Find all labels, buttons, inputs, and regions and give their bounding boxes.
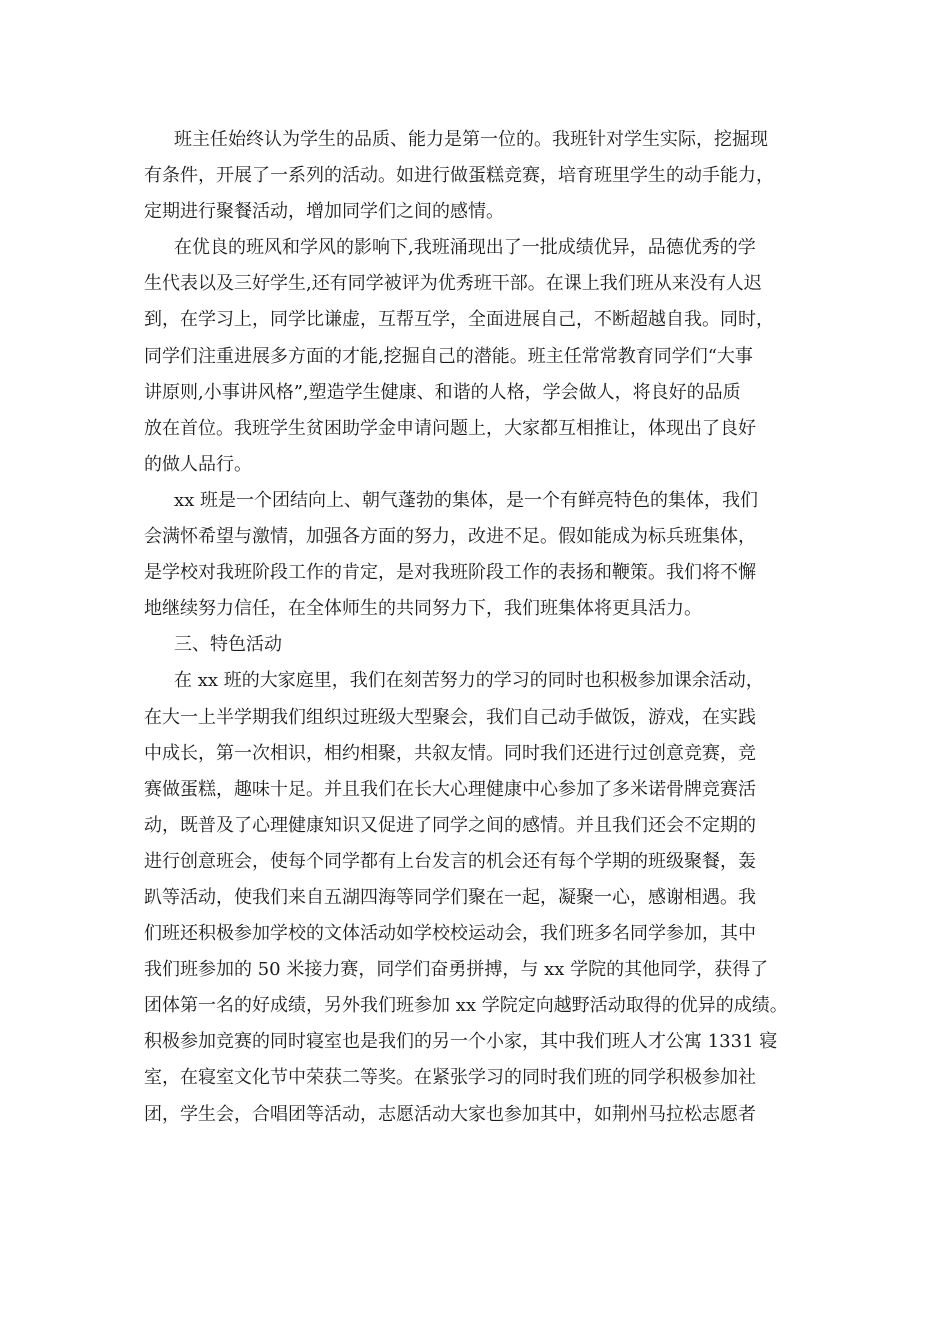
text-line: 生代表以及三好学生,还有同学被评为优秀班干部。在课上我们班从来没有人迟 (144, 273, 762, 295)
text-line: 三、特色活动 (174, 634, 282, 656)
text-line: 有条件，开展了一系列的活动。如进行做蛋糕竞赛，培育班里学生的动手能力， (144, 165, 774, 187)
text-line: 进行创意班会，使每个同学都有上台发言的机会还有每个学期的班级聚餐，轰 (144, 850, 756, 872)
text-line: 趴等活动，使我们来自五湖四海等同学们聚在一起，凝聚一心，感谢相遇。我 (144, 886, 756, 908)
text-line: xx 班是一个团结向上、朝气蓬勃的集体，是一个有鲜亮特色的集体，我们 (174, 489, 759, 511)
text-line: 室，在寝室文化节中荣获二等奖。在紧张学习的同时我们班的同学积极参加社 (144, 1067, 756, 1089)
text-line: 中成长，第一次相识，相约相聚，共叙友情。同时我们还进行过创意竞赛，竞 (144, 742, 756, 764)
text-line: 积极参加竞赛的同时寝室也是我们的另一个小家，其中我们班人才公寓 1331 寝 (144, 1031, 778, 1053)
text-line: 定期进行聚餐活动，增加同学们之间的感情。 (144, 201, 504, 223)
text-line: 会满怀希望与激情，加强各方面的努力，改进不足。假如能成为标兵班集体， (144, 526, 756, 548)
text-line: 赛做蛋糕，趣味十足。并且我们在长大心理健康中心参加了多米诺骨牌竞赛活 (144, 778, 756, 800)
text-line: 讲原则,小事讲风格”,塑造学生健康、和谐的人格，学会做人，将良好的品质 (144, 381, 741, 403)
text-line: 班主任始终认为学生的品质、能力是第一位的。我班针对学生实际，挖掘现 (174, 129, 768, 150)
text-line: 的做人品行。 (144, 453, 252, 475)
text-line: 团体第一名的好成绩，另外我们班参加 xx 学院定向越野活动取得的优异的成绩。 (144, 995, 788, 1017)
text-line: 放在首位。我班学生贫困助学金申请问题上，大家都互相推让，体现出了良好 (144, 417, 756, 439)
text-line: 同学们注重进展多方面的才能,挖掘自己的潜能。班主任常常教育同学们“大事 (144, 345, 753, 367)
text-line: 们班还积极参加学校的文体活动如学校校运动会，我们班多名同学参加，其中 (144, 923, 756, 945)
document-body (144, 122, 824, 1133)
text-line: 我们班参加的 50 米接力赛，同学们奋勇拼搏，与 xx 学院的其他同学，获得了 (144, 959, 769, 981)
text-line: 到，在学习上，同学比谦虚，互帮互学，全面进展自己，不断超越自我。同时， (144, 309, 774, 331)
text-line: 在大一上半学期我们组织过班级大型聚会，我们自己动手做饭，游戏，在实践 (144, 706, 756, 728)
text-line: 在优良的班风和学风的影响下,我班涌现出了一批成绩优异，品德优秀的学 (174, 237, 756, 259)
text-line: 团，学生会，合唱团等活动，志愿活动大家也参加其中，如荆州马拉松志愿者 (144, 1103, 756, 1125)
text-line: 动，既普及了心理健康知识又促进了同学之间的感情。并且我们还会不定期的 (144, 814, 756, 836)
text-line: 是学校对我班阶段工作的肯定，是对我班阶段工作的表扬和鞭策。我们将不懈 (144, 562, 756, 584)
text-line: 在 xx 班的大家庭里，我们在刻苦努力的学习的同时也积极参加课余活动， (174, 670, 764, 692)
text-line: 地继续努力信任，在全体师生的共同努力下，我们班集体将更具活力。 (144, 598, 702, 620)
